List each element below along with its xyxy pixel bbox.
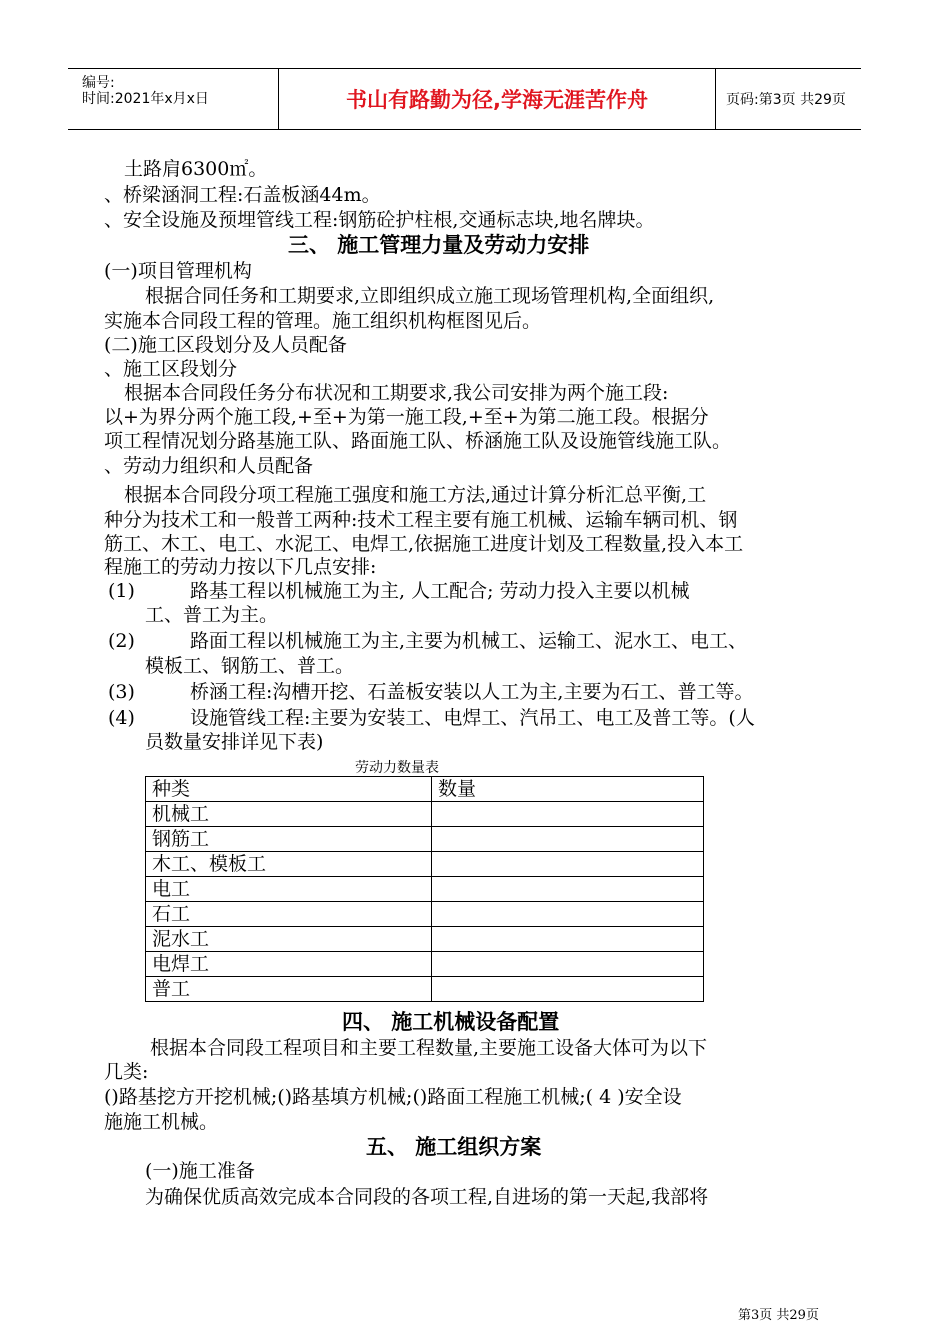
table-cell: 石工	[146, 902, 432, 927]
table-cell-empty	[432, 802, 704, 827]
list-number: (2)	[108, 630, 135, 652]
table-header-cell: 种类	[146, 777, 432, 802]
paragraph-line: 根据本合同段分项工程施工强度和施工方法,通过计算分析汇总平衡,工	[124, 484, 707, 506]
table-cell-empty	[432, 977, 704, 1002]
table-cell: 电焊工	[146, 952, 432, 977]
table-cell: 钢筋工	[146, 827, 432, 852]
table-header-row	[146, 777, 704, 802]
table-row	[146, 852, 704, 877]
table-row	[146, 952, 704, 977]
table-header-cell: 数量	[432, 777, 704, 802]
item-heading: 、劳动力组织和人员配备	[104, 455, 314, 477]
list-item-text: 工、普工为主。	[145, 604, 279, 626]
table-cell-empty	[432, 877, 704, 902]
table-cell: 机械工	[146, 802, 432, 827]
labor-table	[145, 776, 704, 1002]
time-label: 时间:2021年x月x日	[82, 91, 209, 107]
section-heading-4: 四、 施工机械设备配置	[342, 1010, 560, 1034]
paragraph-line: 根据本合同段任务分布状况和工期要求,我公司安排为两个施工段:	[124, 382, 669, 404]
list-item-text: 员数量安排详见下表)	[145, 731, 324, 753]
paragraph-line: 实施本合同段工程的管理。施工组织机构框图见后。	[104, 310, 542, 332]
table-cell: 木工、模板工	[146, 852, 432, 877]
paragraph-line: 为确保优质高效完成本合同段的各项工程,自进场的第一天起,我部将	[145, 1186, 709, 1208]
paragraph-line: 施施工机械。	[104, 1111, 219, 1133]
table-cell: 普工	[146, 977, 432, 1002]
table-cell-empty	[432, 952, 704, 977]
paragraph-line: 以+为界分两个施工段,+至+为第一施工段,+至+为第二施工段。根据分	[104, 406, 709, 428]
table-cell-empty	[432, 927, 704, 952]
paragraph-line: 程施工的劳动力按以下几点安排:	[104, 556, 377, 578]
paragraph-line: ()路基挖方开挖机械;()路基填方机械;()路面工程施工机械;( 4 )安全设	[104, 1086, 682, 1108]
paragraph-line: 根据合同任务和工期要求,立即组织成立施工现场管理机构,全面组织,	[145, 285, 715, 307]
list-item-text: 模板工、钢筋工、普工。	[145, 655, 355, 677]
paragraph-line: 种分为技术工和一般普工两种:技术工程主要有施工机械、运输车辆司机、钢	[104, 509, 738, 531]
list-item-text: 桥涵工程:沟槽开挖、石盖板安装以人工为主,主要为石工、普工等。	[190, 681, 754, 703]
table-cell-empty	[432, 852, 704, 877]
item-heading: 、施工区段划分	[104, 358, 238, 380]
section-heading-5: 五、 施工组织方案	[366, 1135, 542, 1159]
list-item-text: 路基工程以机械施工为主, 人工配合; 劳动力投入主要以机械	[190, 580, 690, 602]
paragraph-line: 根据本合同段工程项目和主要工程数量,主要施工设备大体可为以下	[150, 1037, 708, 1059]
number-label: 编号:	[82, 75, 115, 91]
list-item-text: 路面工程以机械施工为主,主要为机械工、运输工、泥水工、电工、	[190, 630, 748, 652]
section-heading-3: 三、 施工管理力量及劳动力安排	[288, 233, 590, 257]
list-item-text: 设施管线工程:主要为安装工、电焊工、汽吊工、电工及普工等。(人	[190, 707, 755, 729]
table-row	[146, 827, 704, 852]
table-cell: 泥水工	[146, 927, 432, 952]
table-cell: 电工	[146, 877, 432, 902]
subsection-heading: (一)项目管理机构	[104, 260, 252, 282]
table-row	[146, 877, 704, 902]
subsection-heading: (一)施工准备	[145, 1160, 255, 1182]
body-line: 、桥梁涵洞工程:石盖板涵44m。	[104, 184, 381, 206]
list-number: (1)	[108, 580, 135, 602]
footer-page-number: 第3页 共29页	[738, 1308, 819, 1323]
body-line: 、安全设施及预埋管线工程:钢筋砼护柱根,交通标志块,地名牌块。	[104, 209, 655, 231]
table-cell-empty	[432, 902, 704, 927]
paragraph-line: 几类:	[104, 1061, 149, 1083]
paragraph-line: 项工程情况划分路基施工队、路面施工队、桥涵施工队及设施管线施工队。	[104, 430, 732, 452]
body-line: 土路肩6300㎡。	[124, 158, 268, 180]
table-cell-empty	[432, 827, 704, 852]
table-row	[146, 902, 704, 927]
list-number: (4)	[108, 707, 135, 729]
table-row	[146, 977, 704, 1002]
table-row	[146, 802, 704, 827]
header-meta-cell	[68, 69, 279, 129]
page-header	[68, 68, 861, 130]
paragraph-line: 筋工、木工、电工、水泥工、电焊工,依据施工进度计划及工程数量,投入本工	[104, 533, 744, 555]
header-page-number: 页码:第3页 共29页	[726, 92, 846, 108]
table-row	[146, 927, 704, 952]
table-caption: 劳动力数量表	[355, 760, 439, 776]
header-motto: 书山有路勤为径,学海无涯苦作舟	[279, 69, 716, 129]
subsection-heading: (二)施工区段划分及人员配备	[104, 334, 347, 356]
list-number: (3)	[108, 681, 135, 703]
